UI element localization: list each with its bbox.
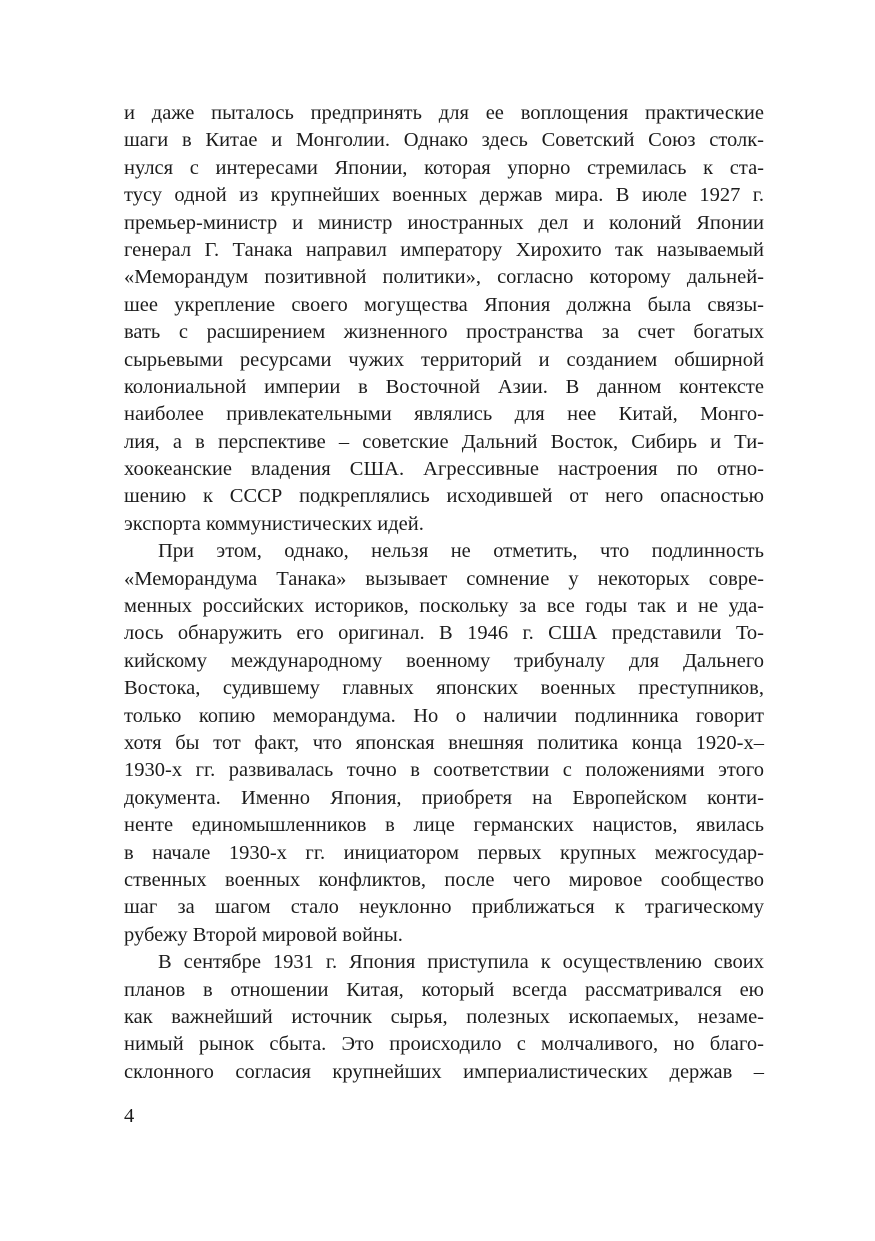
text-line: премьер-министр и министр иностранных дел и колоний Японии [124, 211, 764, 234]
page-number: 4 [124, 1105, 135, 1127]
text-line: В сентябре 1931 г. Япония приступила к осуществлению своих [158, 951, 764, 974]
text-line: нимый рынок сбыта. Это происходило с молчаливого, но благо- [124, 1033, 764, 1056]
text-line: колониальной империи в Восточной Азии. В данном контексте [124, 375, 764, 398]
text-line: документа. Именно Япония, приобретя на Европейском конти- [124, 786, 764, 809]
text-line: шаг за шагом стало неуклонно приближаться к трагическому [124, 896, 764, 919]
text-line: Востока, судившему главных японских военных преступников, [124, 677, 764, 700]
text-line: шее укрепление своего могущества Япония должна была связы- [124, 293, 764, 316]
text-line: шаги в Китае и Монголии. Однако здесь Советский Союз столк- [124, 129, 764, 152]
text-line: ненте единомышленников в лице германских нацистов, явилась [124, 814, 764, 837]
text-line: генерал Г. Танака направил императору Хирохито так называемый [124, 238, 764, 261]
text-line: лия, а в перспективе – советские Дальний Восток, Сибирь и Ти- [124, 430, 764, 453]
text-line: только копию меморандума. Но о наличии подлинника говорит [124, 704, 764, 727]
text-line: как важнейший источник сырья, полезных ископаемых, незаме- [124, 1005, 764, 1028]
text-line: шению к СССР подкреплялись исходившей от него опасностью [124, 485, 764, 508]
text-line: При этом, однако, нельзя не отметить, что подлинность [158, 540, 764, 563]
paragraph [124, 100, 764, 538]
text-line: вать с расширением жизненного пространства за счет богатых [124, 321, 764, 344]
text-line: лось обнаружить его оригинал. В 1946 г. США представили То- [124, 622, 764, 645]
text-line: нулся с интересами Японии, которая упорно стремилась к ста- [124, 156, 764, 179]
text-line: менных российских историков, поскольку за все годы так и не уда- [124, 595, 764, 618]
text-line: хоокеанские владения США. Агрессивные настроения по отно- [124, 458, 764, 481]
paragraph [124, 538, 764, 949]
text-line: планов в отношении Китая, который всегда рассматривался ею [124, 978, 764, 1001]
text-line: хотя бы тот факт, что японская внешняя политика конца 1920-х– [124, 731, 764, 754]
text-line: рубежу Второй мировой войны. [124, 923, 403, 946]
text-line: «Меморандум позитивной политики», согласно которому дальней- [124, 266, 764, 289]
text-line: сырьевыми ресурсами чужих территорий и созданием обширной [124, 348, 764, 371]
text-line: наиболее привлекательными являлись для нее Китай, Монго- [124, 403, 764, 426]
text-line: тусу одной из крупнейших военных держав мира. В июле 1927 г. [124, 184, 764, 207]
text-line: экспорта коммунистических идей. [124, 512, 424, 535]
body-text [124, 100, 764, 1086]
text-line: кийскому международному военному трибуналу для Дальнего [124, 649, 764, 672]
text-line: ственных военных конфликтов, после чего мировое сообщество [124, 868, 764, 891]
text-line: «Меморандума Танака» вызывает сомнение у некоторых совре- [124, 567, 764, 590]
text-line: и даже пыталось предпринять для ее воплощения практические [124, 102, 764, 124]
paragraph [124, 949, 764, 1086]
text-line: в начале 1930-х гг. инициатором первых крупных межгосудар- [124, 841, 764, 864]
text-line: 1930-х гг. развивалась точно в соответствии с положениями этого [124, 759, 764, 782]
text-line: склонного согласия крупнейших империалистических держав – [124, 1060, 764, 1083]
